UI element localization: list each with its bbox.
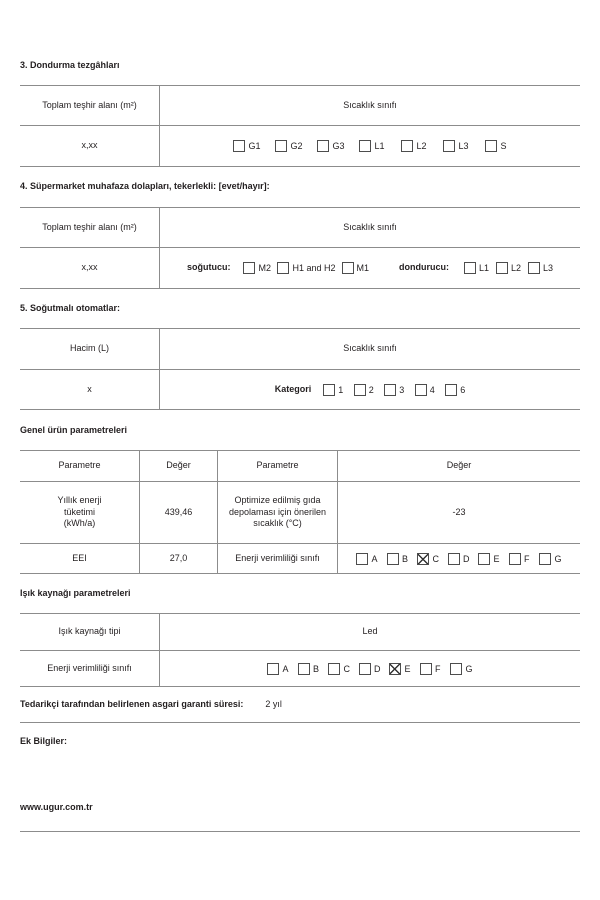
vending-machines-table	[20, 328, 580, 410]
category-checkbox-2[interactable]	[354, 384, 366, 396]
category-option-3[interactable]	[384, 384, 415, 396]
category-label-4: 4	[429, 384, 435, 395]
product-energy-class-label-d: D	[462, 553, 470, 564]
cooler-class-label-m2: M2	[258, 263, 271, 273]
light-energy-class-option-c[interactable]	[328, 663, 359, 675]
warranty-label: Tedarikçi tarafından belirlenen asgari garanti süresi:	[20, 699, 244, 709]
display-area-value: x,xx	[20, 248, 160, 289]
storage-temperature-value: -23	[338, 482, 580, 544]
product-energy-class-checkbox-g[interactable]	[539, 553, 551, 565]
light-source-type-value: Led	[160, 614, 580, 651]
ice-cream-class-label-g1: G1	[248, 141, 261, 151]
energy-class-cell	[338, 544, 580, 574]
annual-energy-value: 439,46	[140, 482, 218, 544]
light-energy-class-checkbox-c[interactable]	[328, 663, 340, 675]
product-energy-class-label-e: E	[493, 553, 500, 564]
warranty-value: 2 yıl	[265, 699, 282, 709]
ice-cream-class-options	[233, 140, 506, 152]
light-energy-class-checkbox-f[interactable]	[420, 663, 432, 675]
ice-cream-counters-heading: 3. Dondurma tezgâhları	[20, 60, 120, 70]
ice-cream-class-checkbox-g2[interactable]	[275, 140, 287, 152]
cooler-class-checkbox-m2[interactable]	[243, 262, 255, 274]
general-parameters-table	[20, 450, 580, 574]
footer-divider	[20, 831, 580, 832]
light-energy-class-label-e: E	[404, 663, 411, 674]
freezer-class-checkbox-l2[interactable]	[496, 262, 508, 274]
light-energy-class-checkbox-b[interactable]	[298, 663, 310, 675]
category-checkbox-6[interactable]	[445, 384, 457, 396]
light-energy-class-label-f: F	[434, 663, 441, 674]
ice-cream-counters-table	[20, 85, 580, 167]
light-energy-class-option-g[interactable]	[450, 663, 472, 675]
eei-label: EEI	[20, 544, 140, 574]
ice-cream-class-label-l1: L1	[374, 141, 385, 151]
category-cell	[160, 370, 580, 410]
ice-cream-class-option-g1[interactable]	[233, 140, 275, 152]
cooler-label: soğutucu:	[186, 262, 231, 273]
product-energy-class-option-g[interactable]	[539, 553, 561, 565]
product-energy-class-checkbox-b[interactable]	[387, 553, 399, 565]
product-energy-class-label-f: F	[523, 553, 530, 564]
freezer-class-option-l2[interactable]	[496, 262, 528, 274]
category-option-1[interactable]	[323, 384, 354, 396]
volume-value: x	[20, 370, 160, 410]
value-header: Değer	[338, 451, 580, 482]
temperature-class-header: Sıcaklık sınıfı	[160, 86, 580, 126]
general-parameters-heading: Genel ürün parametreleri	[20, 425, 128, 435]
display-area-header: Toplam teşhir alanı (m²)	[20, 208, 160, 248]
ice-cream-class-option-s[interactable]	[485, 140, 506, 152]
freezer-class-option-l1[interactable]	[464, 262, 496, 274]
display-area-value: x,xx	[20, 126, 160, 167]
product-energy-class-label-g: G	[554, 553, 562, 564]
light-energy-class-option-e[interactable]	[389, 663, 420, 675]
freezer-class-checkbox-l3[interactable]	[528, 262, 540, 274]
category-options	[323, 384, 465, 396]
light-energy-class-checkbox-d[interactable]	[359, 663, 371, 675]
ice-cream-class-label-s: S	[500, 141, 507, 151]
freezer-label: dondurucu:	[399, 262, 450, 273]
parameter-header: Parametre	[20, 451, 140, 482]
light-energy-class-label-b: B	[312, 663, 319, 674]
category-option-4[interactable]	[415, 384, 446, 396]
temperature-class-header: Sıcaklık sınıfı	[160, 208, 580, 248]
freezer-class-checkbox-l1[interactable]	[464, 262, 476, 274]
category-label-1: 1	[338, 384, 344, 395]
freezer-class-options	[464, 262, 553, 274]
product-energy-class-checkbox-d[interactable]	[448, 553, 460, 565]
ice-cream-class-checkbox-g3[interactable]	[317, 140, 329, 152]
light-energy-class-label-g: G	[465, 663, 473, 674]
light-energy-class-label-c: C	[343, 663, 350, 674]
cooler-class-options	[243, 262, 375, 274]
light-energy-class-label: Enerji verimliliği sınıfı	[20, 651, 160, 687]
supermarket-cabinets-heading: 4. Süpermarket muhafaza dolapları, tekerlekli: [evet/hayır]:	[20, 181, 270, 191]
display-area-header: Toplam teşhir alanı (m²)	[20, 86, 160, 126]
ice-cream-class-checkbox-l3[interactable]	[443, 140, 455, 152]
ice-cream-class-checkbox-s[interactable]	[485, 140, 497, 152]
light-energy-class-option-d[interactable]	[359, 663, 390, 675]
category-checkbox-3[interactable]	[384, 384, 396, 396]
website-url: www.ugur.com.tr	[20, 802, 93, 812]
light-energy-class-checkbox-a[interactable]	[267, 663, 279, 675]
volume-header: Hacim (L)	[20, 329, 160, 370]
category-label-2: 2	[368, 384, 374, 395]
light-energy-class-options	[267, 663, 472, 675]
ice-cream-class-option-g2[interactable]	[275, 140, 317, 152]
ice-cream-class-option-g3[interactable]	[317, 140, 359, 152]
light-energy-class-label-d: D	[373, 663, 381, 674]
product-energy-class-option-a[interactable]	[356, 553, 387, 565]
ice-cream-class-label-l2: L2	[416, 141, 427, 151]
temperature-class-cell	[160, 248, 580, 289]
product-energy-class-checkbox-a[interactable]	[356, 553, 368, 565]
light-energy-class-option-f[interactable]	[420, 663, 451, 675]
category-checkbox-1[interactable]	[323, 384, 335, 396]
storage-temperature-label: Optimize edilmiş gıda depolaması için önerilen sıcaklık (°C)	[228, 495, 327, 529]
freezer-class-option-l3[interactable]	[528, 262, 553, 274]
storage-temperature-cell	[218, 482, 338, 544]
freezer-class-label-l2: L2	[511, 263, 522, 273]
product-energy-class-checkbox-e[interactable]	[478, 553, 490, 565]
ice-cream-class-label-l3: L3	[458, 141, 469, 151]
warranty-row	[20, 698, 282, 710]
ice-cream-class-checkbox-g1[interactable]	[233, 140, 245, 152]
category-checkbox-4[interactable]	[415, 384, 427, 396]
section-divider	[20, 722, 580, 723]
light-source-type-label: Işık kaynağı tipi	[20, 614, 160, 651]
product-energy-class-checkbox-f[interactable]	[509, 553, 521, 565]
vending-machines-heading: 5. Soğutmalı otomatlar:	[20, 303, 121, 313]
product-energy-class-label-c: C	[432, 553, 439, 564]
light-energy-class-checkbox-e[interactable]	[389, 663, 401, 675]
annual-energy-label: Yıllık enerji tüketimi (kWh/a)	[57, 495, 102, 529]
light-source-table	[20, 613, 580, 687]
cooler-class-option-m2[interactable]	[243, 262, 277, 274]
ice-cream-class-option-l2[interactable]	[401, 140, 443, 152]
temperature-class-header: Sıcaklık sınıfı	[160, 329, 580, 370]
product-energy-class-option-f[interactable]	[509, 553, 540, 565]
product-energy-class-option-e[interactable]	[478, 553, 509, 565]
category-option-6[interactable]	[445, 384, 465, 396]
product-energy-class-checkbox-c[interactable]	[417, 553, 429, 565]
ice-cream-class-label-g3: G3	[332, 141, 345, 151]
ice-cream-class-checkbox-l2[interactable]	[401, 140, 413, 152]
ice-cream-class-option-l3[interactable]	[443, 140, 485, 152]
ice-cream-class-label-g2: G2	[290, 141, 303, 151]
annual-energy-cell	[20, 482, 140, 544]
value-header: Değer	[140, 451, 218, 482]
category-label: Kategori	[274, 383, 312, 394]
product-energy-class-option-d[interactable]	[448, 553, 479, 565]
light-energy-class-checkbox-g[interactable]	[450, 663, 462, 675]
cooler-class-label-m1: M1	[356, 263, 370, 273]
additional-info-heading: Ek Bilgiler:	[20, 736, 68, 746]
light-energy-class-option-b[interactable]	[298, 663, 329, 675]
supermarket-cabinets-table	[20, 207, 580, 289]
cooler-class-option-h1-and-h2[interactable]	[277, 262, 341, 274]
temperature-class-cell	[160, 126, 580, 167]
product-energy-class-option-c[interactable]	[417, 553, 448, 565]
ice-cream-class-checkbox-l1[interactable]	[359, 140, 371, 152]
freezer-class-label-l3: L3	[543, 263, 554, 273]
product-energy-class-options	[356, 553, 561, 565]
product-energy-class-label-b: B	[401, 553, 408, 564]
light-energy-class-cell	[160, 651, 580, 687]
product-energy-class-option-b[interactable]	[387, 553, 418, 565]
ice-cream-class-option-l1[interactable]	[359, 140, 401, 152]
energy-class-label: Enerji verimliliği sınıfı	[218, 544, 338, 574]
product-energy-class-label-a: A	[371, 553, 378, 564]
light-energy-class-option-a[interactable]	[267, 663, 298, 675]
eei-value: 27,0	[140, 544, 218, 574]
category-label-6: 6	[460, 384, 466, 395]
category-option-2[interactable]	[354, 384, 385, 396]
freezer-class-label-l1: L1	[479, 263, 490, 273]
cooler-class-checkbox-m1[interactable]	[342, 262, 354, 274]
light-energy-class-label-a: A	[282, 663, 289, 674]
cooler-class-checkbox-h1-and-h2[interactable]	[277, 262, 289, 274]
cooler-class-label-h1-and-h2: H1 and H2	[292, 263, 336, 273]
cooler-class-option-m1[interactable]	[342, 262, 376, 274]
light-source-heading: Işık kaynağı parametreleri	[20, 588, 131, 598]
parameter-header: Parametre	[218, 451, 338, 482]
category-label-3: 3	[399, 384, 405, 395]
